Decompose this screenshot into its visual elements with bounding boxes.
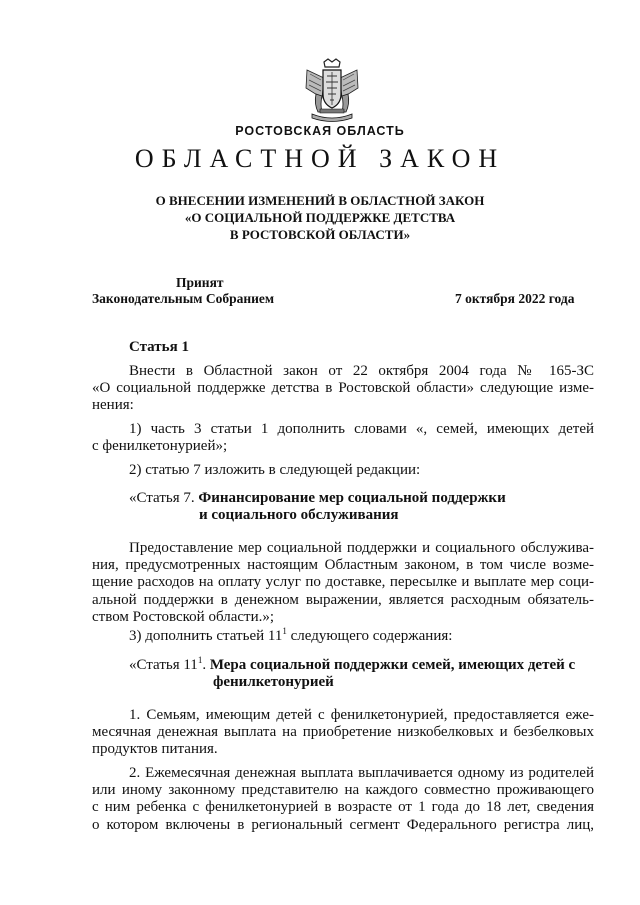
- adopted-label: Принят: [176, 275, 224, 290]
- text-line: продуктов питания.: [92, 741, 218, 758]
- article-intro: [92, 363, 594, 415]
- text-line: Внести в Областной закон от 22 октября 2004 года № 165-ЗС: [129, 363, 594, 379]
- article-7-heading: [129, 490, 631, 507]
- text-line: ния, предусмотренных настоящим Областным законом, в том числе возме-: [92, 557, 594, 574]
- text-line: 1. Семьям, имеющим детей с фенилкетонурией, предоставляется еже-: [129, 707, 594, 723]
- law-title: ОБЛАСТНОЙ ЗАКОН: [134, 144, 506, 173]
- text-line: о котором включены в региональный сегмент Федерального регистра лиц,: [92, 816, 594, 833]
- article-11-1-heading: [129, 657, 631, 674]
- text-line: щение расходов на оплату услуг по доставке, пересылке и выплате мер соци-: [92, 574, 594, 591]
- adopted-by: Законодательным Собранием: [92, 291, 275, 306]
- article-7-text: [92, 540, 594, 626]
- item-3-text-cont: следующего содержания:: [286, 628, 453, 644]
- subject-line: О ВНЕСЕНИИ ИЗМЕНЕНИЙ В ОБЛАСТНОЙ ЗАКОН: [155, 193, 485, 208]
- list-item: [92, 421, 594, 455]
- article-11-title: Мера социальной поддержки семей, имеющих детей с: [209, 657, 576, 673]
- superscript: 1: [197, 655, 203, 665]
- article-7-prefix: «Статья 7.: [129, 490, 199, 506]
- text-line: с ним ребенка с фенилкетонурией в возрасте от 1 года до 18 лет, сведения: [92, 799, 594, 816]
- text-line: 2. Ежемесячная денежная выплата выплачивается одному из родителей: [129, 765, 594, 781]
- article-11-dot: .: [202, 657, 210, 673]
- article-7-title: Финансирование мер социальной поддержки: [198, 490, 506, 506]
- article-11-title-cont: фенилкетонурией: [213, 674, 334, 690]
- article-heading: Статья 1: [129, 339, 189, 355]
- subject-line: В РОСТОВСКОЙ ОБЛАСТИ»: [229, 227, 411, 242]
- subject-line: «О СОЦИАЛЬНОЙ ПОДДЕРЖКЕ ДЕТСТВА: [184, 210, 456, 225]
- adoption-date: 7 октября 2022 года: [455, 291, 575, 306]
- item-3-text: 3) дополнить статьей 11: [129, 628, 283, 644]
- list-item: [129, 628, 631, 645]
- region-name: РОСТОВСКАЯ ОБЛАСТЬ: [235, 124, 405, 138]
- law-subject: [0, 192, 640, 243]
- text-line: 1) часть 3 статьи 1 дополнить словами «, семей, имеющих детей: [129, 421, 594, 437]
- text-line: альной поддержки в денежном выражении, является расходным обязатель-: [92, 591, 594, 608]
- text-line: Предоставление мер социальной поддержки и социального обслужива-: [129, 540, 594, 556]
- text-line: ством Ростовской области.»;: [92, 608, 275, 625]
- article-11-paragraph-2: [92, 765, 594, 834]
- article-11-prefix: «Статья 11: [129, 657, 198, 673]
- text-line: нения:: [92, 397, 134, 414]
- article-7-title-cont: и социального обслуживания: [199, 507, 399, 523]
- text-line: месячная денежная выплата на приобретение низкобелковых и безбелковых: [92, 724, 594, 741]
- list-item: 2) статью 7 изложить в следующей редакции:: [129, 462, 421, 478]
- text-line: «О социальной поддержке детства в Ростовской области» следующие изме-: [92, 380, 594, 397]
- superscript: 1: [282, 626, 287, 636]
- article-11-paragraph-1: [92, 707, 594, 759]
- text-line: или иному законному представителю на каждого совместно проживающего: [92, 782, 594, 799]
- text-line: с фенилкетонурией»;: [92, 438, 228, 455]
- coat-of-arms-icon: [302, 58, 362, 124]
